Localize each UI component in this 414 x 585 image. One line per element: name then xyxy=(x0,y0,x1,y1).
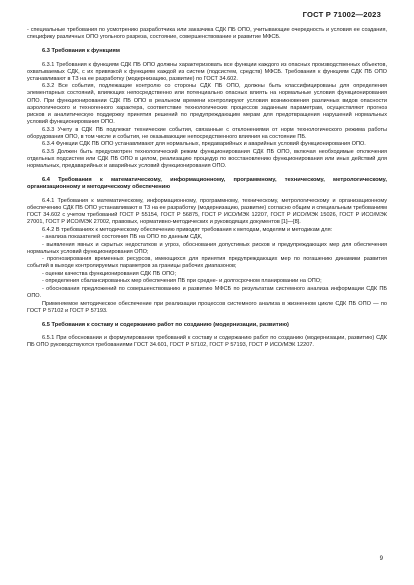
paragraph: 6.4.2 В требованиях к методическому обеспечению приводят требования к методам, моделям и методикам для: xyxy=(42,226,333,233)
paragraph: 6.5.1 При обосновании и формулировании требований к составу и содержанию работ по созданию (модернизации, развитию) СДК ПБ ОПО руководствуются требованиями ГОСТ 34.601, ГОСТ Р 57102, ГОСТ Р 57193, ГОСТ Р ИСО/МЭК 12207. xyxy=(27,335,387,349)
page-number: 9 xyxy=(379,556,383,562)
standard-header: ГОСТ Р 71002—2023 xyxy=(302,10,381,19)
paragraph: - обоснования предложений по совершенствованию и развитию МФСБ по результатам системного анализа информации СДК ПБ ОПО. xyxy=(27,285,387,300)
document-body xyxy=(27,27,387,350)
paragraph: - выявления явных и скрытых недостатков и угроз, обоснования допустимых рисков и предупреждающих мер для обеспечения нормальных условий функционирования ОПО; xyxy=(27,241,387,255)
section-heading: 6.3 Требования к функциям xyxy=(42,48,120,55)
paragraph: 6.3.5 Должен быть предусмотрен технологический режим функционирования СДК ПБ ОПО, включая необходимые отключения отдельных подсистем или СДК ПБ ОПО в целом, реализацию процедур по восстановлению функционирования или иных действий для нормальных, предаварийных и аварийных условий функционирования ОПО. xyxy=(27,148,387,170)
paragraph: Применяемое методическое обеспечение при реализации процессов системного анализа в жизненном цикле СДК ПБ ОПО — по ГОСТ Р 57102 и ГОСТ Р 57193. xyxy=(27,300,387,314)
section-heading: 6.4 Требования к математическому, информационному, программному, техническому, метрологическому, организационному и методическому обеспечению xyxy=(27,177,387,191)
paragraph: - определения сбалансированных мер обеспечения ПБ при средне- и долгосрочном планировании на ОПО; xyxy=(42,278,322,285)
paragraph: 6.3.2 Все события, подлежащие контролю со стороны СДК ПБ ОПО, должны быть классифицированы для определения элементарных состояний, влияющих непосредственно или потенциально опасных влиять на нормальные условия функционирования ОПО. При функционировании СДК ПБ ОПО в реальном времени контролируют условия возникновения различных видов опасности аэрологического и техногенного характера, соответствие технологических процессов заданным параметрам, осуществляют прогноз рисков и аналитическую поддержку принятия решений по предупреждающим мерам для предотвращения нарушений нормальных условий функционирования ОПО. xyxy=(27,83,387,126)
paragraph: - анализа показателей состояния ПБ на ОПО по данным СДК, xyxy=(42,234,203,241)
paragraph: 6.3.1 Требования к функциям СДК ПБ ОПО должны характеризовать все функции каждого из опасных производственных объектов, охватываемых СДК, с их привязкой к функциям каждой из систем (подсистем, средств) МФСБ. Требования к функциям СДК ПБ ОПО устанавливают в ТЗ на ее разработку (модернизацию, развитие) по ГОСТ 34.602. xyxy=(27,61,387,82)
paragraph: 6.3.4 Функции СДК ПБ ОПО устанавливают для нормальных, предаварийных и аварийных условий функционирования ОПО. xyxy=(42,141,366,148)
paragraph: - специальные требования по усмотрению разработчика или заказчика СДК ПБ ОПО, учитывающие очередность и условия ее создания, специфику различных ОПО угольного разреза, состояние, совершенствование и развитие МФСБ. xyxy=(27,27,387,41)
paragraph: - оценки качества функционирования СДК ПБ ОПО; xyxy=(42,270,176,277)
paragraph: 6.4.1 Требования к математическому, информационному, программному, техническому, метрологическому и организационному обеспечению СДК ПБ ОПО устанавливают в ТЗ на ее разработку (модернизацию, развитие) согласно общим и специальным требованиям ГОСТ 34.602 с учетом требований ГОСТ Р 55154, ГОСТ Р 56875, ГОСТ Р ИСО/МЭК 12207, ГОСТ Р ИСО/МЭК 15026, ГОСТ Р ИСО/МЭК 27001, ГОСТ Р ИСО/МЭК 27002, правовых, нормативно-методических и руководящих документов [1]—[8]. xyxy=(27,197,387,226)
section-heading: 6.5 Требования к составу и содержанию работ по созданию (модернизации, развитию) xyxy=(42,321,289,328)
paragraph: 6.3.3 Учету в СДК ПБ подлежат технические события, связанные с отклонениями от норм технологического режима работы оборудования ОПО, в том числе и события, не оказывающие непосредственного влияния на состояние ПБ. xyxy=(27,126,387,140)
paragraph: - прогнозирования временных ресурсов, имеющихся для принятия предупреждающих мер по погашению динамики развития событий в выходе контролируемых параметров за границы рабочих диапазонов; xyxy=(27,256,387,270)
